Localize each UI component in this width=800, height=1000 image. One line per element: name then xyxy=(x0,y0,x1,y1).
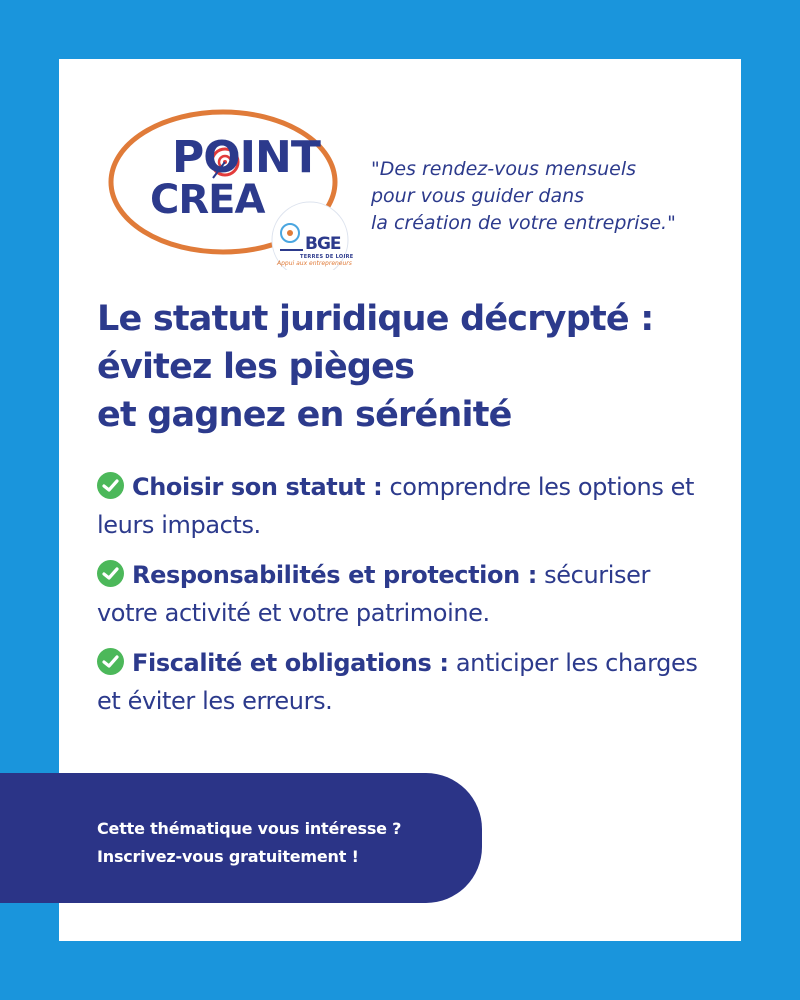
list-item xyxy=(97,644,717,720)
intro-quote xyxy=(371,156,721,237)
point-crea-logo xyxy=(105,100,355,270)
quote-line-3: la création de votre entreprise." xyxy=(371,212,676,234)
quote-line-2: pour vous guider dans xyxy=(371,185,585,207)
check-circle-icon xyxy=(97,472,124,499)
quote-line-1: "Des rendez-vous mensuels xyxy=(371,158,637,180)
bge-tagline: Appui aux entrepreneurs xyxy=(277,260,352,267)
cta-line-1: Cette thématique vous intéresse ? xyxy=(97,819,402,838)
title-line-2: évitez les pièges xyxy=(97,347,415,387)
cta-line-2: Inscrivez-vous gratuitement ! xyxy=(97,847,359,866)
check-circle-icon xyxy=(97,648,124,675)
bge-region: TERRES DE LOIRE xyxy=(300,254,354,260)
bge-name: BGE xyxy=(305,234,341,254)
bullet-text: sécuriser votre activité et votre patrimoine. xyxy=(97,561,650,627)
check-circle-icon xyxy=(97,560,124,587)
bullet-text: anticiper les charges et éviter les erreurs. xyxy=(97,649,698,715)
title-line-3: et gagnez en sérénité xyxy=(97,395,512,435)
list-item xyxy=(97,468,717,544)
bullet-title: Fiscalité et obligations : xyxy=(132,649,449,677)
bullet-title: Responsabilités et protection : xyxy=(132,561,537,589)
list-item xyxy=(97,556,717,632)
title-line-1: Le statut juridique décrypté : xyxy=(97,299,654,339)
logo-crea-text: CREA xyxy=(150,177,265,223)
bullet-title: Choisir son statut : xyxy=(132,473,383,501)
benefit-list xyxy=(97,468,717,732)
logo-point-text: POINT xyxy=(172,132,320,183)
signup-cta-text[interactable] xyxy=(97,815,401,871)
page-title xyxy=(97,295,717,439)
bullet-text: comprendre les options et leurs impacts. xyxy=(97,473,695,539)
